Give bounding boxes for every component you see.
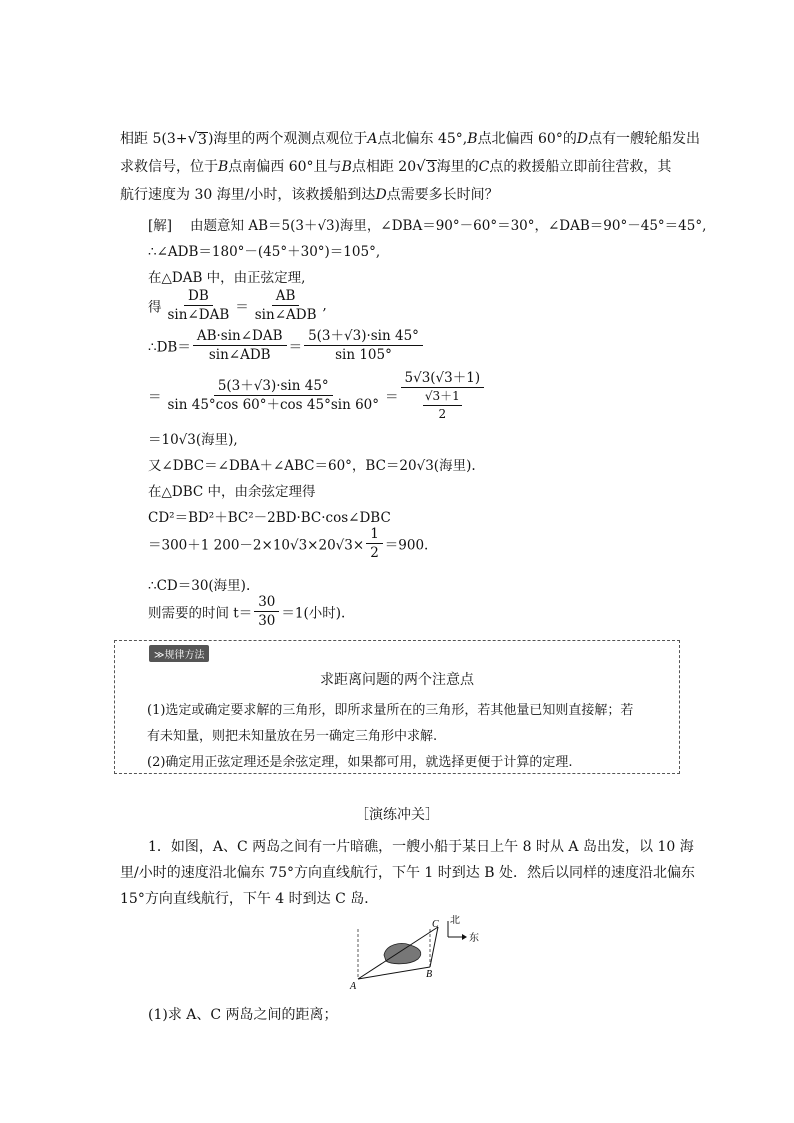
fraction: $\frac{√3+1}{2}$ xyxy=(424,389,460,421)
solution-line-9: 在△DBC 中，由余弦定理得 xyxy=(148,484,316,500)
fraction: $\frac{DB}{\text{sin∠DAB}}$ xyxy=(167,288,230,324)
method-tip-box xyxy=(114,640,680,774)
method-tag: ≫规律方法 xyxy=(149,645,209,662)
solution-line-5: ∴DB＝ $\frac{\text{AB·sin∠DAB}}{\text{sin∠ADB}}$ ＝ $\frac{5(3+√3)\cdot\sin 45^\circ}{\sin 105^\circ}$ xyxy=(148,328,425,363)
segment-ab xyxy=(358,967,433,980)
solution-line-2: ∴∠ADB＝180°－(45°＋30°)＝105°, xyxy=(148,244,381,260)
solution-line-3: 在△DAB 中，由正弦定理, xyxy=(148,270,306,286)
tip-point-2: (2)确定用正弦定理还是余弦定理，如果都可用，就选择更便于计算的定理. xyxy=(147,755,573,770)
solution-line-7: ＝10√3(海里), xyxy=(148,432,238,448)
question-1-line-3: 15°方向直线航行，下午 4 时到达 C 岛． xyxy=(120,891,379,907)
solution-line-11: ＝300＋1 200－2×10√3×20√3× $\frac{1}{2}$ ＝900. xyxy=(148,526,429,562)
solution-line-12: ∴CD＝30(海里). xyxy=(148,578,251,594)
question-1-line-1: 1．如图，A、C 两岛之间有一片暗礁，一艘小船于某日上午 8 时从 A 岛出发，以 10 海 xyxy=(148,839,694,855)
solution-line-1: [解] 由题意知 AB＝5(3＋√3)海里，∠DBA＝90°－60°＝30°，∠DAB＝90°－45°＝45°, xyxy=(148,218,707,234)
label-north: 北 xyxy=(450,915,460,926)
segment-bc xyxy=(430,927,438,967)
practice-header: ［演练冲关］ xyxy=(355,807,439,823)
fraction: $\frac{5(3+√3)\cdot\sin 45^\circ}{\sin 45^\circ\cos 60^\circ+\cos 45^\circ\sin 60^\circ}$ xyxy=(167,377,379,413)
solution-line-13: 则需要的时间 t＝ $\frac{30}{30}$ ＝1(小时). xyxy=(148,594,346,630)
fraction: $\frac{AB}{\text{sin∠ADB}}$ xyxy=(254,288,317,324)
fraction: $\frac{1}{2}$ xyxy=(366,526,383,561)
reef-shape xyxy=(384,943,421,963)
sqrt-symbol: √ 3 xyxy=(187,129,207,148)
question-1-line-2: 里/小时的速度沿北偏东 75°方向直线航行，下午 1 时到达 B 处．然后以同样的速度沿北偏东 xyxy=(120,865,695,881)
problem-line-3: 航行速度为 30 海里/小时，该救援船到达D点需要多长时间？ xyxy=(120,187,499,203)
tip-point-1a: (1)选定或确定要求解的三角形，即所求量所在的三角形，若其他量已知则直接解；若 xyxy=(147,703,634,718)
label-b: B xyxy=(426,969,433,980)
solution-label: [解] xyxy=(148,218,173,234)
problem-line-2: 求救信号，位于B点南偏西 60°且与B点相距 20 √ 3 海里的C点的救援船立即前往营救，其 xyxy=(120,157,672,176)
sqrt-symbol: √ 3 xyxy=(416,157,436,176)
solution-line-4: 得 $\frac{DB}{\text{sin∠DAB}}$ ＝ $\frac{AB}{\text{sin∠ADB}}$ , xyxy=(148,288,327,324)
label-east: 东 xyxy=(469,933,479,944)
navigation-figure xyxy=(348,915,488,997)
fraction: $\frac{30}{30}$ xyxy=(254,594,279,629)
label-a: A xyxy=(350,981,357,992)
tip-title: 求距离问题的两个注意点 xyxy=(320,672,474,688)
solution-line-8: 又∠DBC＝∠DBA＋∠ABC＝60°，BC＝20√3(海里). xyxy=(148,458,476,474)
label-c: C xyxy=(432,919,439,930)
tip-point-1b: 有未知量，则把未知量放在另一确定三角形中求解. xyxy=(147,729,438,744)
east-arrow xyxy=(462,934,467,940)
question-1-sub-1: (1)求 A、C 两岛之间的距离； xyxy=(148,1007,338,1023)
compound-fraction: $\frac{5√3(√3+1)}{\frac{√3+1}{2}}$ xyxy=(401,370,485,421)
fraction: $\frac{\text{AB·sin∠DAB}}{\text{sin∠ADB}}$ xyxy=(193,328,287,363)
fraction: $\frac{5(3+√3)\cdot\sin 45^\circ}{\sin 105^\circ}$ xyxy=(304,328,423,363)
problem-line-1: 相距 5(3+ √ 3 )海里的两个观测点观位于A点北偏东 45°,B点北偏西 60°的D点有一艘轮船发出 xyxy=(120,129,701,148)
solution-line-6: ＝ $\frac{5(3+√3)\cdot\sin 45^\circ}{\sin 45^\circ\cos 60^\circ+\cos 45^\circ\sin 60^\circ}$ ＝ $\frac{5√3(√3+1)}{\frac{√3+1}{2}}$ xyxy=(148,370,486,421)
route-diagram xyxy=(348,915,488,993)
solution-line-10: CD²＝BD²＋BC²－2BD·BC·cos∠DBC xyxy=(148,510,391,526)
